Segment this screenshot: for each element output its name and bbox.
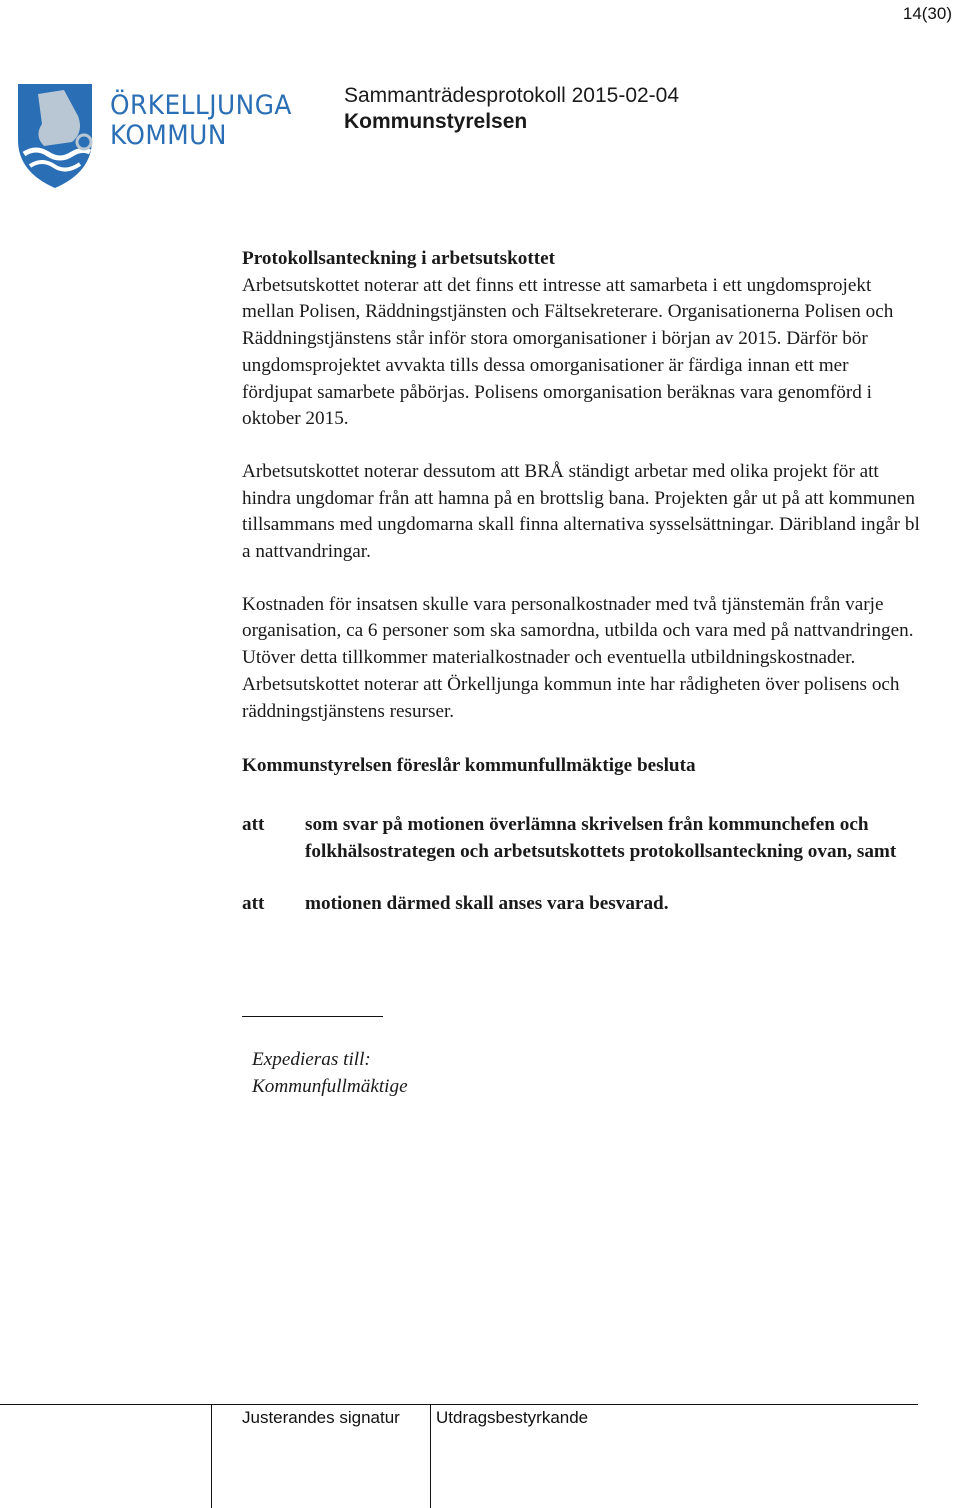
document-body (242, 246, 922, 918)
document-title: Sammanträdesprotokoll 2015-02-04 (344, 84, 680, 107)
page-number: 14(30) (902, 4, 952, 23)
decision-text: som svar på motionen överlämna skrivelsen från kommunchefen och folkhälsostrategen och arbetsutskottets protokollsanteckning ovan, samt (305, 813, 897, 862)
footer-divider (430, 1405, 431, 1508)
distribution-label: Expedieras till: (252, 1049, 371, 1070)
footer-divider (211, 1405, 212, 1508)
paragraph-2: Arbetsutskottet noterar dessutom att BRÅ ständigt arbetar med olika projekt för att hindra ungdomar från att hamna på en brottslig bana. Projekten går ut på att kommunen tillsammans med ungdomarna skall finna alternativa sysselsättningar. Däribland ingår bl a nattvandringar. (242, 460, 920, 563)
paragraph-3: Kostnaden för insatsen skulle vara personalkostnader med två tjänstemän från varje organisation, ca 6 personer som ska samordna, utbilda och vara med på nattvandringen. Utöver detta tillkommer materialkostnader och eventuella utbildningskostnader. Arbetsutskottet noterar att Örkelljunga kommun inte har rådigheten över polisens och räddningstjänstens resurser. (242, 593, 914, 722)
signature-label: Justerandes signatur (242, 1408, 400, 1427)
decision-item (242, 891, 922, 918)
decision-prefix: att (242, 893, 265, 915)
document-subtitle: Kommunstyrelsen (344, 110, 528, 133)
proposal-heading: Kommunstyrelsen föreslår kommunfullmäktige besluta (242, 755, 696, 777)
separator-line (242, 1016, 383, 1017)
decision-text: motionen därmed skall anses vara besvarad. (305, 893, 669, 915)
coat-of-arms-icon (14, 80, 104, 190)
decision-prefix: att (242, 813, 265, 835)
footer-rule (0, 1404, 918, 1405)
paragraph-1: Arbetsutskottet noterar att det finns ett intresse att samarbeta i ett ungdomsprojekt mellan Polisen, Räddningstjänsten och Fältsekreterare. Organisationerna Polisen och Räddningstjänstens står inför stora omorganisationer i början av 2015. Därför bör ungdomsprojektet avvakta tills dessa omorganisationer är färdiga innan ett mer fördjupat samarbete påbörjas. Polisens omorganisation beräknas vara genomförd i oktober 2015. (242, 274, 894, 430)
decision-item (242, 812, 922, 865)
section-heading: Protokollsanteckning i arbetsutskottet (242, 248, 556, 269)
logo-text-line2: KOMMUN (110, 120, 227, 151)
logo-text-line1: ÖRKELLJUNGA (110, 90, 292, 121)
municipality-logo (14, 80, 304, 190)
distribution-block (252, 1046, 408, 1100)
certification-label: Utdragsbestyrkande (436, 1408, 589, 1427)
distribution-recipient: Kommunfullmäktige (252, 1076, 408, 1097)
